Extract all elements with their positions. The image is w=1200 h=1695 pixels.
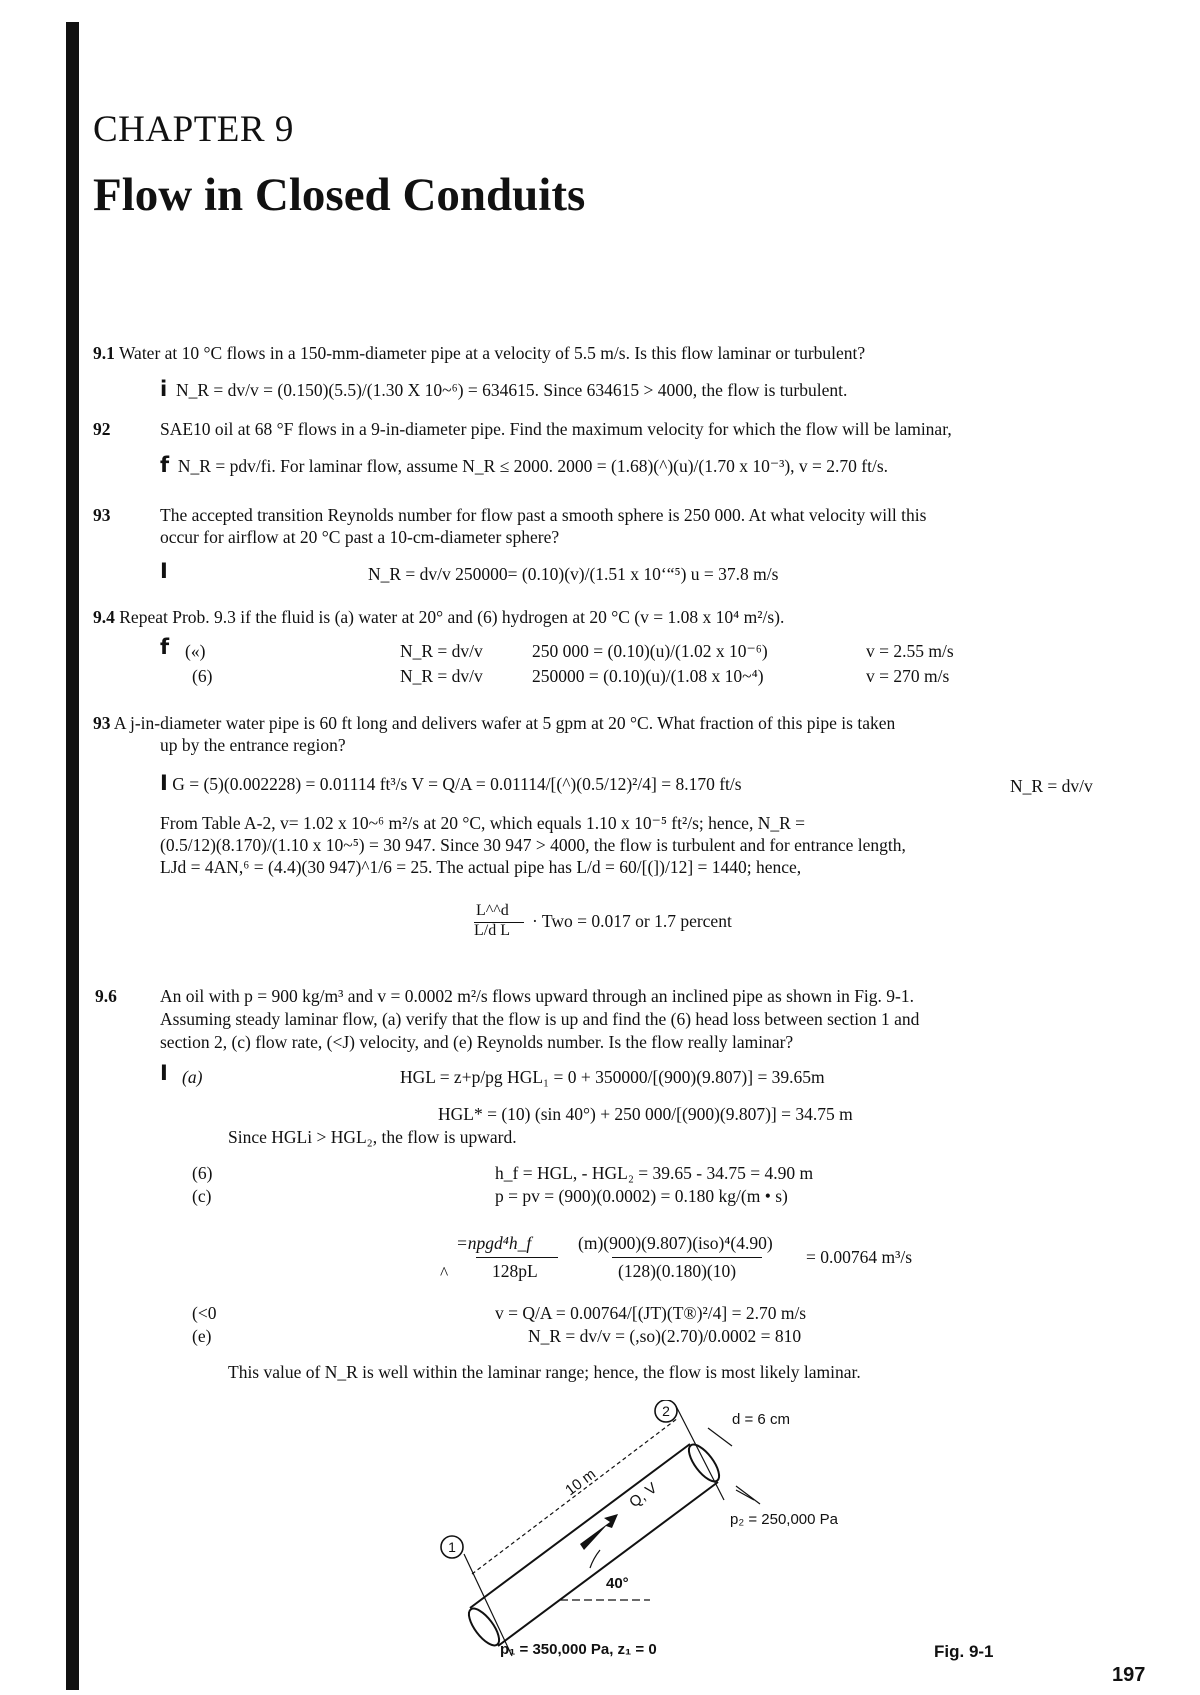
angle-arc bbox=[590, 1550, 600, 1568]
fraction-denominator: L/d L bbox=[474, 922, 510, 939]
problem-text: Water at 10 °C flows in a 150-mm-diameter pipe at a velocity of 5.5 m/s. Is this flow laminar or turbulent? bbox=[118, 343, 866, 363]
flow-rate-result: = 0.00764 m³/s bbox=[806, 1247, 913, 1267]
solution-marker: f bbox=[160, 635, 170, 659]
part-b-label: (6) bbox=[192, 1163, 213, 1183]
chapter-label: CHAPTER 9 bbox=[93, 109, 294, 150]
problem-9-2-number: 92 bbox=[93, 419, 111, 439]
solution-marker: I bbox=[160, 1061, 168, 1085]
part-b-result: v = 270 m/s bbox=[866, 666, 950, 686]
problem-number: 9.4 bbox=[93, 607, 115, 627]
head-loss-equation: h_f = HGL, - HGL₂ = 39.65 - 34.75 = 4.90 m bbox=[495, 1163, 814, 1183]
figure-caption: Fig. 9-1 bbox=[934, 1642, 994, 1661]
problem-9-5-solution-right: N_R = dv/v bbox=[1010, 776, 1093, 796]
chapter-title: Flow in Closed Conduits bbox=[93, 169, 586, 221]
section-1-label: 1 bbox=[448, 1539, 456, 1555]
p2-label: p₂ = 250,000 Pa bbox=[730, 1511, 838, 1528]
problem-9-1-statement bbox=[93, 342, 865, 364]
flow-direction-statement: Since HGLi > HGL₂, the flow is upward. bbox=[228, 1127, 517, 1147]
problem-9-3-statement-line1: The accepted transition Reynolds number for flow past a smooth sphere is 250 000. At what velocity will this bbox=[160, 505, 927, 525]
figure-9-1 bbox=[440, 1400, 960, 1660]
solution-marker: f bbox=[160, 453, 170, 477]
viscosity-equation: p = pv = (900)(0.0002) = 0.180 kg/(m • s) bbox=[495, 1186, 788, 1206]
pipe-upper-wall bbox=[470, 1444, 690, 1608]
length-label: 10 m bbox=[562, 1465, 600, 1500]
angle-label: 40° bbox=[606, 1575, 629, 1592]
solution-marker: i bbox=[160, 377, 168, 401]
problem-9-3-solution: N_R = dv/v 250000= (0.10)(v)/(1.51 x 10‘“⁵) u = 37.8 m/s bbox=[368, 564, 779, 584]
hgl2-equation: HGL* = (10) (sin 40°) + 250 000/[(900)(9.807)] = 34.75 m bbox=[438, 1104, 853, 1124]
diameter-tick-upper bbox=[708, 1428, 732, 1446]
problem-number: 9.1 bbox=[93, 343, 115, 363]
reynolds-equation: N_R = dv/v = (,so)(2.70)/0.0002 = 810 bbox=[528, 1326, 802, 1346]
solution-text: G = (5)(0.002228) = 0.01114 ft³/s V = Q/A = 0.01114/[(^)(0.5/12)²/4] = 8.170 ft/s bbox=[172, 774, 742, 794]
problem-9-5-para-line3: LJd = 4AN,⁶ = (4.4)(30 947)^1/6 = 25. The actual pipe has L/d = 60/[(])/12] = 1440; hence, bbox=[160, 857, 802, 877]
fraction-bar-right bbox=[612, 1257, 762, 1258]
problem-9-5-para-line1: From Table A-2, v= 1.02 x 10~⁶ m²/s at 20 °C, which equals 1.10 x 10⁻⁵ ft²/s; hence, N_R = bbox=[160, 813, 806, 833]
p2-leader bbox=[736, 1490, 754, 1500]
part-d-label: (<0 bbox=[192, 1303, 217, 1323]
solution-marker: I bbox=[160, 771, 168, 795]
part-a-result: v = 2.55 m/s bbox=[866, 641, 954, 661]
page-binding-edge bbox=[66, 22, 79, 1690]
section-2-line bbox=[676, 1406, 724, 1500]
flow-rate-numerator-right: (m)(900)(9.807)(iso)⁴(4.90) bbox=[578, 1233, 773, 1253]
p1-label: p₁ = 350,000 Pa, z₁ = 0 bbox=[500, 1641, 657, 1658]
flow-label: Q, V bbox=[626, 1479, 661, 1512]
flow-rate-numerator-left: =npgd⁴h_f bbox=[456, 1233, 532, 1253]
fraction-numerator: L^^d bbox=[476, 902, 509, 919]
problem-9-2-solution bbox=[160, 454, 888, 477]
flow-rate-caret: ^ bbox=[440, 1263, 449, 1283]
conclusion: This value of N_R is well within the laminar range; hence, the flow is most likely laminar. bbox=[228, 1362, 861, 1382]
problem-9-5-statement-line1 bbox=[93, 712, 895, 734]
problem-9-3-statement-line2: occur for airflow at 20 °C past a 10-cm-diameter sphere? bbox=[160, 527, 560, 547]
problem-9-3-number: 93 bbox=[93, 505, 111, 525]
hgl-definition: HGL = z+p/pg HGL₁ = 0 + 350000/[(900)(9.807)] = 39.65m bbox=[400, 1067, 825, 1087]
part-c-label: (c) bbox=[192, 1186, 212, 1206]
problem-9-2-statement: SAE10 oil at 68 °F flows in a 9-in-diameter pipe. Find the maximum velocity for which the flow will be laminar, bbox=[160, 419, 952, 439]
solution-text: N_R = pdv/fi. For laminar flow, assume N_R ≤ 2000. 2000 = (1.68)(^)(u)/(1.70 x 10⁻³), v = 2.70 ft/s. bbox=[177, 456, 889, 476]
problem-text: A j-in-diameter water pipe is 60 ft long and delivers wafer at 5 gpm at 20 °C. What fraction of this pipe is taken bbox=[113, 713, 896, 733]
problem-text: Repeat Prob. 9.3 if the fluid is (a) water at 20° and (6) hydrogen at 20 °C (v = 1.08 x 10⁴ m²/s). bbox=[119, 607, 785, 627]
problem-number: 93 bbox=[93, 713, 111, 733]
part-b-label: (6) bbox=[192, 666, 213, 686]
flow-rate-denominator-right: (128)(0.180)(10) bbox=[618, 1261, 737, 1281]
part-b-formula: N_R = dv/v bbox=[400, 666, 483, 686]
part-b-calc: 250000 = (0.10)(u)/(1.08 x 10~⁴) bbox=[532, 666, 764, 686]
pipe-end-section-2 bbox=[684, 1440, 725, 1486]
part-a-label: («) bbox=[185, 641, 206, 661]
problem-9-6-number: 9.6 bbox=[95, 986, 117, 1006]
velocity-equation: v = Q/A = 0.00764/[(JT)(T®)²/4] = 2.70 m/s bbox=[495, 1303, 807, 1323]
diameter-tick-lower bbox=[736, 1486, 760, 1504]
problem-9-6-statement-line2: Assuming steady laminar flow, (a) verify that the flow is up and find the (6) head loss between section 1 and bbox=[160, 1009, 920, 1029]
problem-9-5-solution-line1 bbox=[160, 772, 742, 795]
section-2-label: 2 bbox=[662, 1403, 670, 1419]
fraction-bar-left bbox=[476, 1257, 558, 1258]
flow-arrow-icon bbox=[580, 1514, 618, 1550]
pipe-lower-wall bbox=[498, 1479, 718, 1646]
part-e-label: (e) bbox=[192, 1326, 212, 1346]
solution-text: N_R = dv/v = (0.150)(5.5)/(1.30 X 10~⁶) = 634615. Since 634615 > 4000, the flow is turbulent. bbox=[175, 380, 848, 400]
fraction-result: · Two = 0.017 or 1.7 percent bbox=[532, 911, 732, 931]
flow-rate-denominator-left: 128pL bbox=[492, 1261, 538, 1281]
problem-9-6-statement-line3: section 2, (c) flow rate, (<J) velocity, and (e) Reynolds number. Is the flow really laminar? bbox=[160, 1032, 794, 1052]
problem-9-4-statement bbox=[93, 606, 784, 628]
problem-9-5-para-line2: (0.5/12)(8.170)/(1.10 x 10~⁵) = 30 947. Since 30 947 > 4000, the flow is turbulent and for entrance length, bbox=[160, 835, 906, 855]
part-a-label: (a) bbox=[182, 1067, 203, 1087]
problem-9-1-solution bbox=[160, 378, 847, 401]
problem-9-5-statement-line2: up by the entrance region? bbox=[160, 735, 346, 755]
part-a-formula: N_R = dv/v bbox=[400, 641, 483, 661]
problem-9-6-statement-line1: An oil with p = 900 kg/m³ and v = 0.0002 m²/s flows upward through an inclined pipe as shown in Fig. 9-1. bbox=[160, 986, 914, 1006]
diameter-label: d = 6 cm bbox=[732, 1411, 790, 1428]
page-number: 197 bbox=[1112, 1664, 1146, 1686]
solution-marker: I bbox=[160, 559, 168, 583]
part-a-calc: 250 000 = (0.10)(u)/(1.02 x 10⁻⁶) bbox=[532, 641, 768, 661]
